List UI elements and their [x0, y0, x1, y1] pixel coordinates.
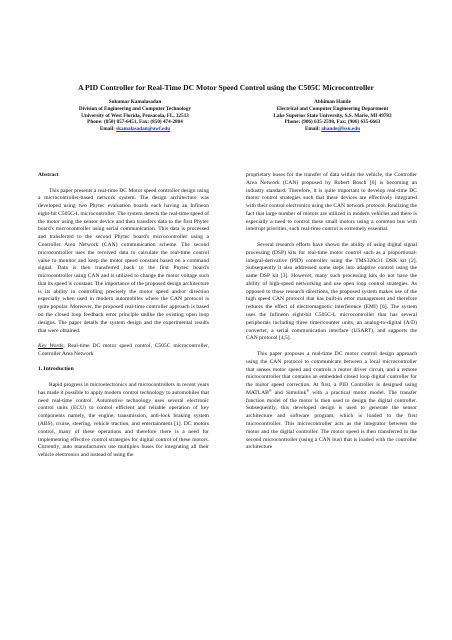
author-name: Abhiman Hande	[314, 99, 351, 105]
registered-mark: ®	[268, 388, 272, 393]
author-name: Sukumar Kamalasadan	[108, 99, 162, 105]
author-university: University of West Florida, Pensacola, FL, 32513	[81, 112, 189, 119]
author-phone: Phone: (906) 635-2598, Fax: (906) 635-6663	[284, 119, 381, 126]
author-block-2	[240, 99, 425, 133]
introduction-paragraph: Rapid progress in microelectronics and microcontrollers in recent years has made it possible to apply modern control technology to automobiles that need real-time control. Automotive technology uses several electronic control units (ECU) to control efficient and reliable operation of key components namely, the engine, transmission, anti-lock braking system (ABS), cruise, steering, vehicle traction, and entertainment [1]. DC motors control, many of these operations and therefore there is a need for implementing effective control strategies for digital control of these motors. Currently, auto manufacturers use multiplex buses for integrating all their vehicle electronics and instead of using the	[38, 382, 209, 459]
left-column	[38, 172, 209, 460]
keywords-label: Key Words	[38, 343, 64, 350]
author-department: Division of Engineering and Computer Technology	[78, 105, 192, 112]
paragraph-related-work: Several research efforts have shown the ability of using digital signal processing (DSP) kits for real-time motor control such as a proportional-integral-derivative (PID) controller using the TMS320c31 DSK kit [2]. Subsequently it also addressed some steps into adaptive control using the same DSP kit [3]. However, many such processing kits do not have the ability of high-speed networking and use open loop control strategies. As opposed to those research directions, the proposed system makes use of the high speed CAN protocol that has built-in error management and therefore reduces the effect of electromagnetic interference (EMI) [6]. The system uses the Infineon eight-bit C505C-L microcontroller that has several peripherals including three timer/counter units, an analog-to-digital (A/D) converter, a serial communication interface (USART), and supports the CAN protocol [4,5].	[246, 242, 417, 342]
right-column	[246, 172, 417, 452]
proposal-text-a: This paper proposes a real-time DC motor control design approach using the CAN protocol to communicate between a local microcontroller that senses motor speed and controls a motor driver circuit, and a remote microcontroller that contains an embedded closed loop digital controller for the motor speed correction. At first, a PID Controller is designed using MATLAB	[246, 350, 417, 396]
registered-mark: ®	[306, 388, 310, 393]
proposal-text-c: with a practical motor model. The transfer function model of the motor is then used to design the digital controller. Subsequently, this developed design is used to generate the sensor architecture and software program, which is loaded to the first microcontroller. This microcontroller acts as the integrator between the motor and the digital controller. The motor speed is then transferred to the second microcontroller (using a CAN bus) that is loaded with the controller architecture	[246, 389, 417, 451]
author-department: Electrical and Computer Engineering Department	[276, 105, 389, 112]
author-phone: Phone: (850) 857-6451, Fax: (850) 474-2804	[87, 119, 183, 126]
email-label: Email:	[304, 126, 320, 133]
email-label: Email:	[99, 126, 115, 133]
abstract-heading: Abstract	[38, 172, 59, 178]
author-university: Lake Superior State University, S.S. Marie, MI 49783	[273, 112, 392, 119]
section-heading-introduction: 1. Introduction	[38, 366, 74, 373]
proposal-text-b: and Simulink	[271, 389, 307, 396]
author-block-1	[40, 99, 230, 133]
paper-title: A PID Controller for Real-Time DC Motor Speed Control using the C505C Microcontroller	[78, 83, 374, 92]
paragraph-continued: proprietary buses for the transfer of data within the vehicle, the Controller Area Network (CAN) proposed by Robert Bosch [6] is becoming an industry standard. Therefore, it is quite important to develop real-time DC motor control strategies such that these devices are effectively integrated with their control electronics using the CAN network protocol. Realizing the fact that large number of motors are utilized in modern vehicles and there is especially a need to control these small motors using a common bus with interrupt priorities, such real-time control is extremely essential.	[246, 172, 417, 233]
author-email-line	[40, 126, 230, 133]
author-email-link[interactable]: ahande@lssu.edu	[321, 126, 360, 133]
keywords-text: : Real-time DC motor speed control, C505C microcontroller, Controller Area Network	[38, 343, 210, 357]
paragraph-proposal	[246, 351, 417, 452]
keywords-line	[38, 343, 209, 359]
author-email-line	[240, 126, 425, 133]
author-email-link[interactable]: skamalasadan@uwf.edu	[116, 126, 171, 133]
abstract-text: This paper presents a real-time DC Motor speed controller design using a microcontroller-based network system. The design architecture was developed using two Phytec evaluation boards each having an Infineon eight-bit C505C-L microcontroller. The system detects the real-time speed of the motor using the sensor device and then transfers data to the first Phytec board's microcontroller using serial communication. This data is processed and transferred to the second Phytec board's microcontroller using a Controller Area Network (CAN) communication scheme. The second microcontroller uses the received data to calculate the real-time control value to monitor and keep the motor speed constant based on a command signal. Data is then transferred back to the first Phytec board's microcontroller using CAN and is utilized to change the motor voltage such that its speed is constant. The importance of the proposed design architecture is its ability in controlling precisely the motor speed and/or direction especially when used in modern automobiles where the CAN protocol is quite popular. Moreover, the proposed real-time controller approach is based on the closed loop feedback error principle unlike the existing open loop designs. The paper details the system design and the experimental results that were obtained.	[38, 187, 209, 334]
